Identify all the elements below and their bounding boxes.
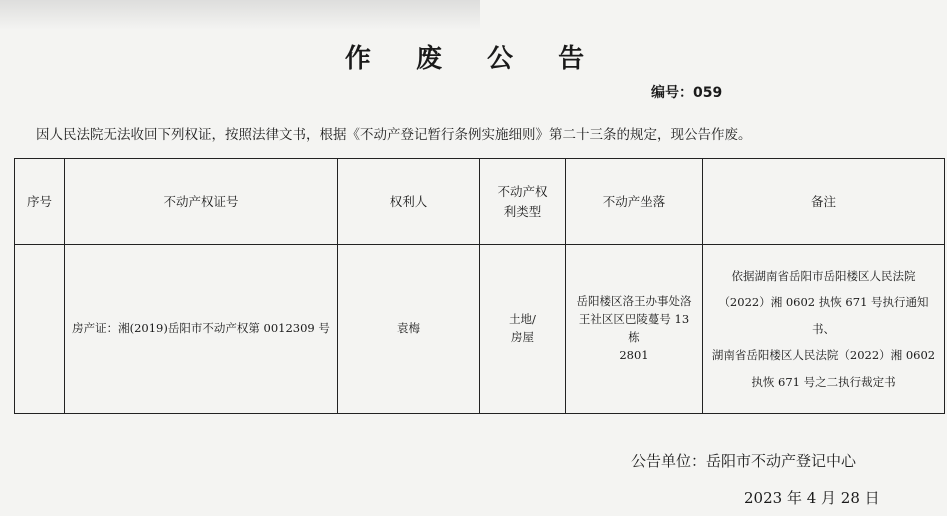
cell-owner: 袁梅 <box>338 245 480 414</box>
cell-location-line2: 王社区区巴陵蔓号 13 栋 <box>578 312 690 344</box>
intro-paragraph: 因人民法院无法收回下列权证，按照法律文书，根据《不动产登记暂行条例实施细则》第二十三条的规定，现公告作废。 <box>36 127 752 143</box>
cell-location <box>566 245 703 414</box>
cell-right-type <box>480 245 566 414</box>
page-title: 作 废 公 告 <box>344 44 603 74</box>
notice-table <box>14 158 945 414</box>
issuer-line: 公告单位：岳阳市不动产登记中心 <box>631 452 857 470</box>
table-header-row <box>15 159 945 245</box>
cell-location-line3: 2801 <box>619 347 649 362</box>
cell-remark-line3: 湖南省岳阳楼区人民法院（2022）湘 0602 <box>711 348 936 363</box>
cell-remark-line4: 执恢 671 号之二执行裁定书 <box>751 374 896 389</box>
header-right-type <box>480 159 566 245</box>
cell-remark-line2: （2022）湘 0602 执恢 671 号执行通知书、 <box>718 295 929 336</box>
header-seq: 序号 <box>15 159 65 245</box>
header-owner: 权利人 <box>338 159 480 245</box>
header-remark: 备注 <box>703 159 945 245</box>
header-right-type-line1: 不动产权 <box>497 184 548 200</box>
header-right-type-line2: 利类型 <box>503 203 542 219</box>
issue-date: 2023 年 4 月 28 日 <box>744 489 880 507</box>
header-cert-no: 不动产权证号 <box>65 159 338 245</box>
scan-artifact <box>0 0 480 30</box>
cell-remark-line1: 依据湖南省岳阳市岳阳楼区人民法院 <box>731 268 916 283</box>
header-location: 不动产坐落 <box>566 159 703 245</box>
document-number: 编号：059 <box>651 85 723 101</box>
cell-right-type-line2: 房屋 <box>511 330 534 344</box>
cell-right-type-line1: 土地/ <box>509 312 536 327</box>
table-row <box>15 245 945 414</box>
cell-cert-no: 房产证：湘(2019)岳阳市不动产权第 0012309 号 <box>65 245 338 414</box>
cell-location-line1: 岳阳楼区洛王办事处洛 <box>576 294 692 309</box>
cell-seq <box>15 245 65 414</box>
cell-remark <box>703 245 945 414</box>
